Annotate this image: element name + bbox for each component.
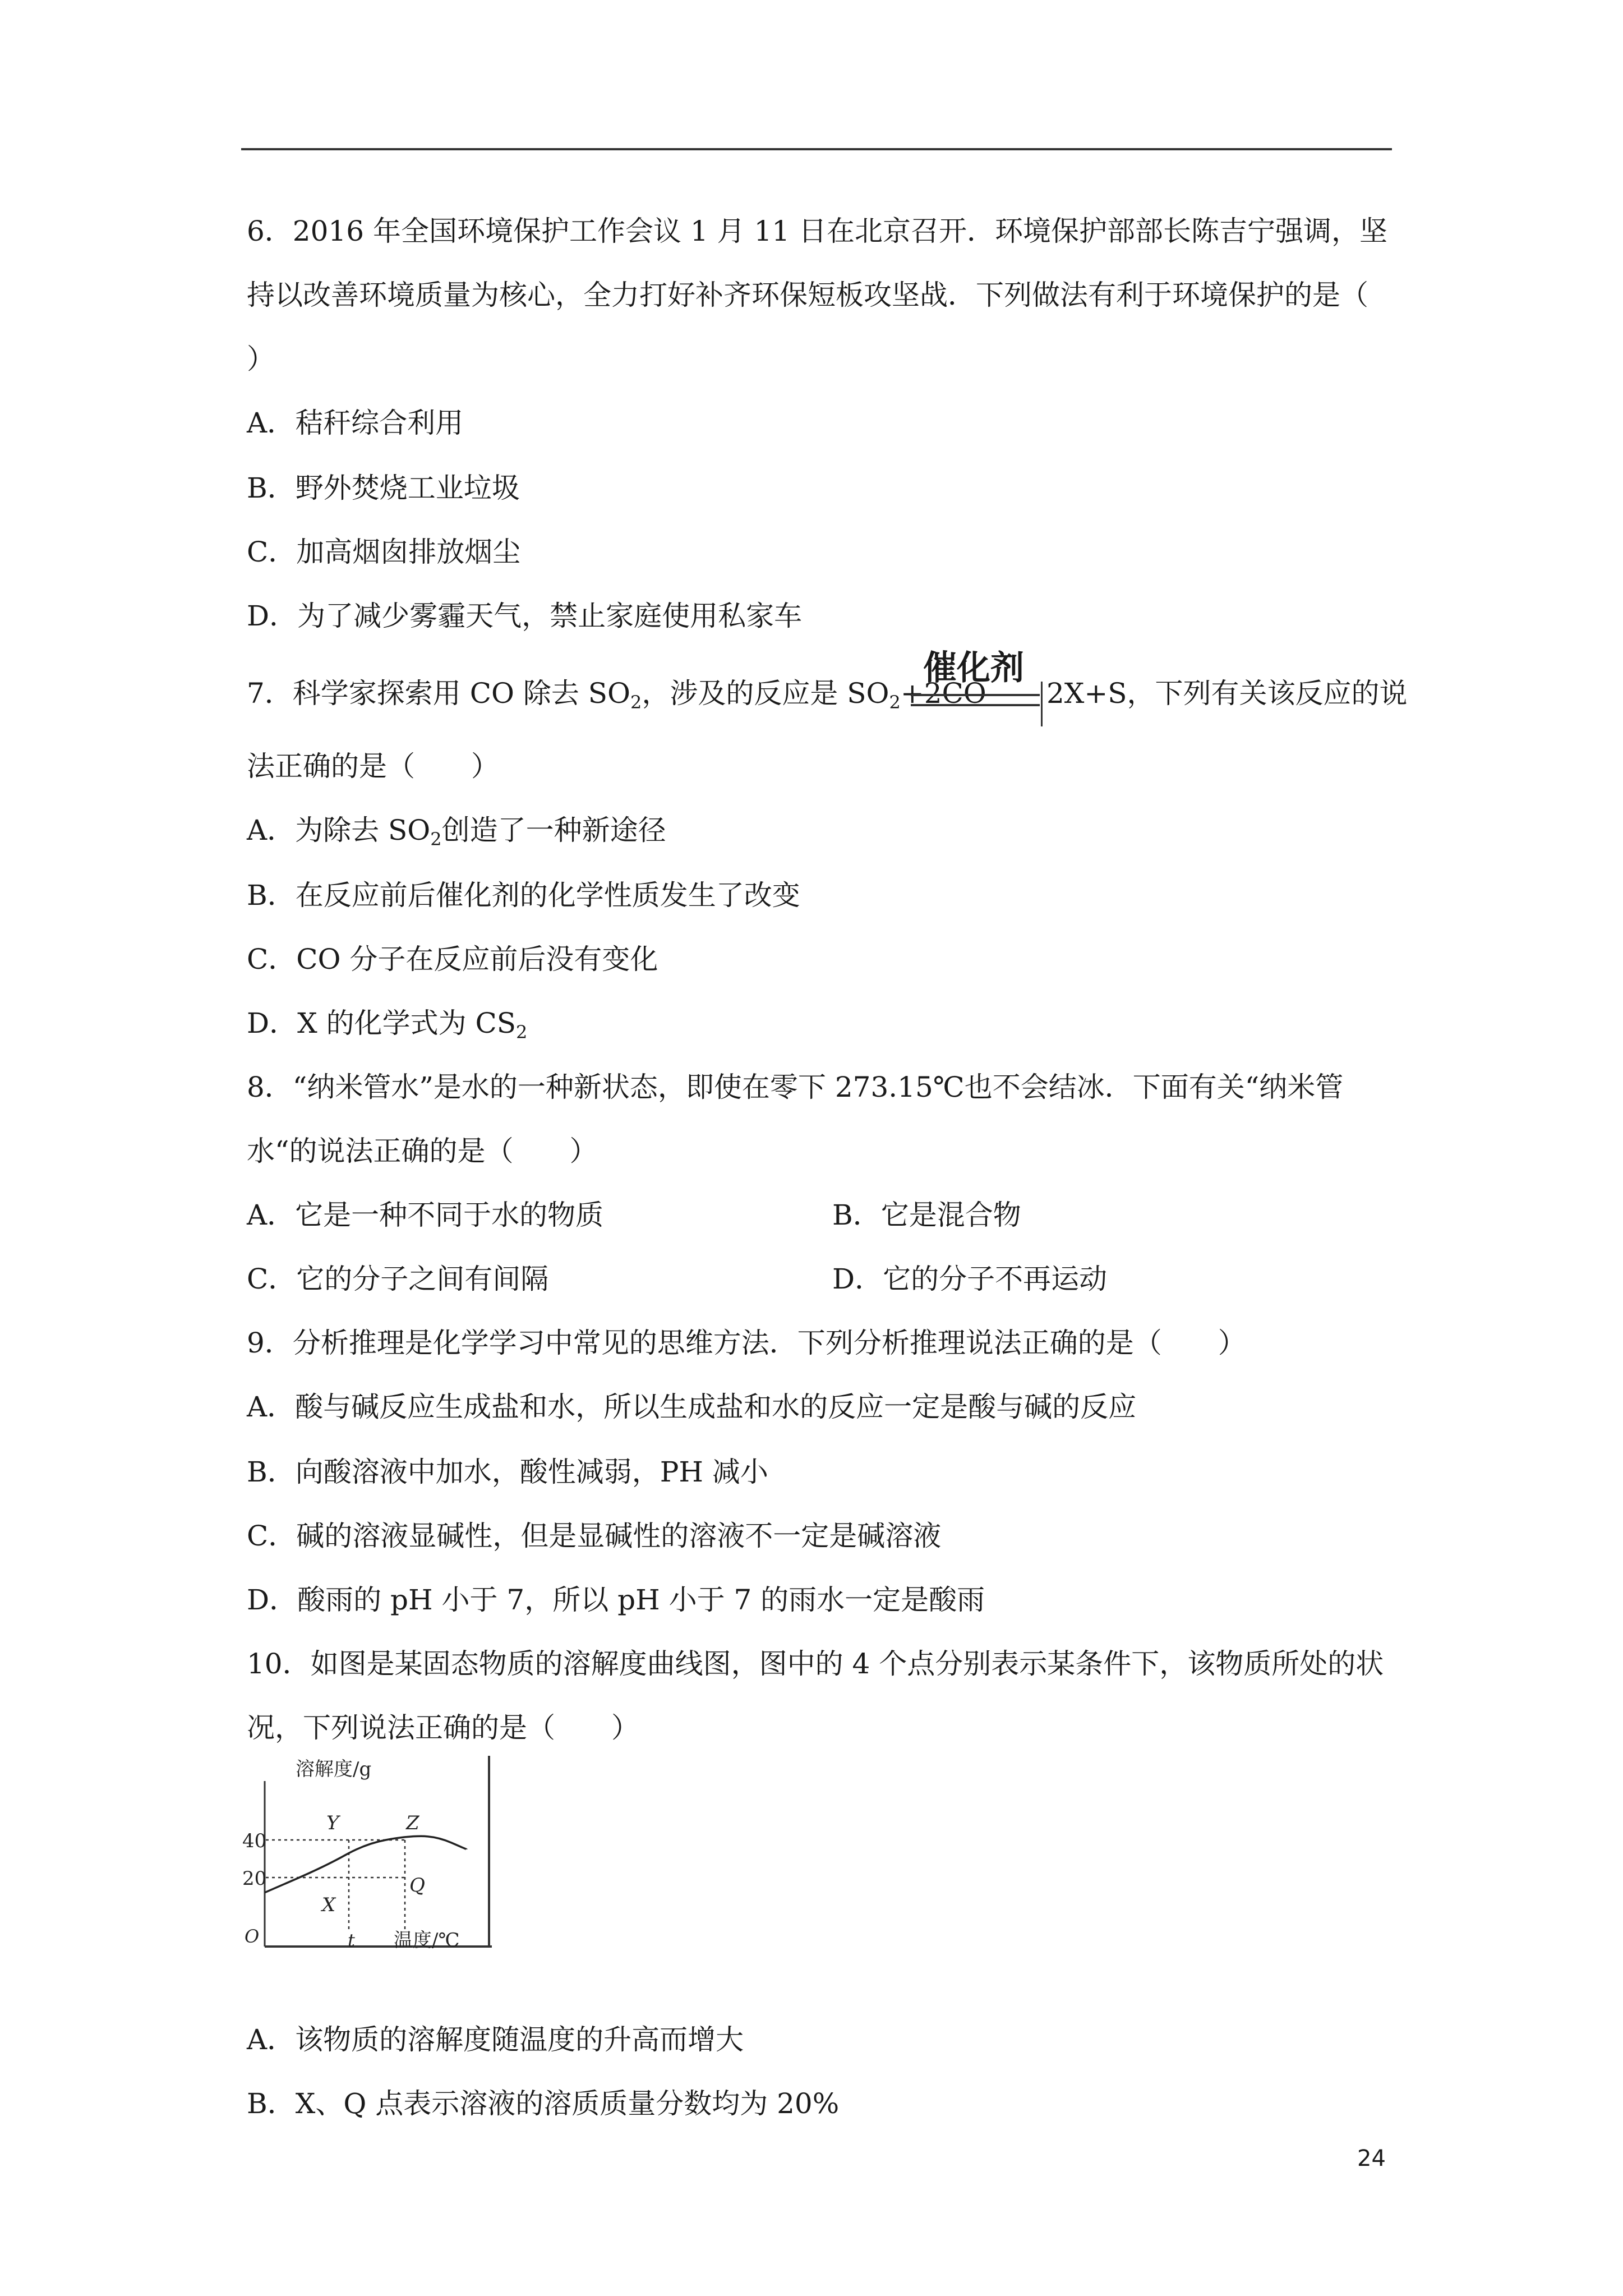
x-axis-label: 温度/℃ xyxy=(394,1929,460,1952)
q7-option-b: B．在反应前后催化剂的化学性质发生了改变 xyxy=(247,879,800,912)
solubility-curve xyxy=(265,1836,467,1893)
subscript: 2 xyxy=(515,1022,528,1043)
point-label-x: X xyxy=(322,1894,336,1916)
q6-option-b: B．野外焚烧工业垃圾 xyxy=(247,472,520,504)
q10-stem-line1: 10．如图是某固态物质的溶解度曲线图，图中的 4 个点分别表示某条件下，该物质所处的状 xyxy=(247,1648,1384,1680)
point-label-q: Q xyxy=(409,1874,425,1897)
q8-stem-line2: 水“的说法正确的是（ ） xyxy=(247,1135,598,1167)
y-tick-label-20: 20 xyxy=(242,1867,267,1890)
catalyst-condition xyxy=(911,648,1043,726)
q7-stem-line1 xyxy=(247,677,986,713)
q10-stem-line2: 况，下列说法正确的是（ ） xyxy=(247,1711,639,1744)
q8-option-b: B．它是混合物 xyxy=(832,1199,1021,1231)
equation-bar-end xyxy=(1041,682,1043,726)
q7-mid1: ，涉及的反应是 SO xyxy=(642,677,889,710)
equation-bar-bottom xyxy=(911,704,1040,706)
origin-label: O xyxy=(245,1926,260,1947)
equation-bar-top xyxy=(911,694,1040,696)
q6-stem-line3: ） xyxy=(247,343,275,375)
page-number: 24 xyxy=(1357,2146,1386,2171)
q9-option-b: B．向酸溶液中加水，酸性减弱，PH 减小 xyxy=(247,1456,768,1488)
q8-stem-line1: 8．“纳米管水”是水的一种新状态，即使在零下 273.15℃也不会结冰．下面有关“纳米管 xyxy=(247,1071,1344,1103)
q10-option-a: A．该物质的溶解度随温度的升高而增大 xyxy=(247,2023,744,2056)
catalyst-label: 催化剂 xyxy=(923,648,1024,688)
q7-option-a-pre: A．为除去 SO xyxy=(247,814,431,846)
q7-option-c: C．CO 分子在反应前后没有变化 xyxy=(247,943,658,976)
q6-stem-line1: 6．2016 年全国环境保护工作会议 1 月 11 日在北京召开．环境保护部部长陈吉宁强调，坚 xyxy=(247,215,1387,247)
q7-option-a-post: 创造了一种新途径 xyxy=(441,814,666,846)
q8-option-d: D．它的分子不再运动 xyxy=(832,1263,1108,1295)
y-axis-label: 溶解度/g xyxy=(296,1758,372,1780)
q8-option-c: C．它的分子之间有间隔 xyxy=(247,1263,549,1295)
q7-prefix: 7．科学家探索用 CO 除去 SO xyxy=(247,677,630,710)
q8-option-a: A．它是一种不同于水的物质 xyxy=(247,1199,604,1231)
subscript: 2 xyxy=(630,692,642,713)
header-rule xyxy=(241,148,1392,150)
q9-option-c: C．碱的溶液显碱性，但是显碱性的溶液不一定是碱溶液 xyxy=(247,1520,942,1552)
q7-option-a xyxy=(247,813,666,850)
subscript: 2 xyxy=(430,829,442,850)
q6-stem-line2: 持以改善环境质量为核心，全力打好补齐环保短板攻坚战．下列做法有利于环境保护的是（ xyxy=(247,279,1368,311)
q6-option-c: C．加高烟囱排放烟尘 xyxy=(247,536,521,568)
q9-option-d: D．酸雨的 pH 小于 7，所以 pH 小于 7 的雨水一定是酸雨 xyxy=(247,1584,985,1616)
q10-option-b: B．X、Q 点表示溶液的溶质质量分数均为 20% xyxy=(247,2087,840,2120)
q6-option-d: D．为了减少雾霾天气，禁止家庭使用私家车 xyxy=(247,600,803,632)
q7-option-d xyxy=(247,1006,528,1043)
q9-stem: 9．分析推理是化学学习中常见的思维方法．下列分析推理说法正确的是（ ） xyxy=(247,1327,1246,1359)
q7-mid2: +2CO xyxy=(900,677,986,710)
point-label-z: Z xyxy=(406,1812,419,1834)
q7-option-d-pre: D．X 的化学式为 CS xyxy=(247,1007,516,1039)
solubility-curve-chart xyxy=(242,1753,500,1961)
q7-stem-tail: 2X+S，下列有关该反应的说 xyxy=(1046,677,1408,710)
q7-stem-line2: 法正确的是（ ） xyxy=(247,750,499,783)
y-tick-label-40: 40 xyxy=(242,1830,267,1852)
x-tick-label-t: t xyxy=(348,1930,355,1951)
q9-option-a: A．酸与碱反应生成盐和水，所以生成盐和水的反应一定是酸与碱的反应 xyxy=(247,1391,1137,1423)
q6-option-a: A．秸秆综合利用 xyxy=(247,407,464,439)
subscript: 2 xyxy=(889,692,901,713)
point-label-y: Y xyxy=(326,1812,339,1834)
